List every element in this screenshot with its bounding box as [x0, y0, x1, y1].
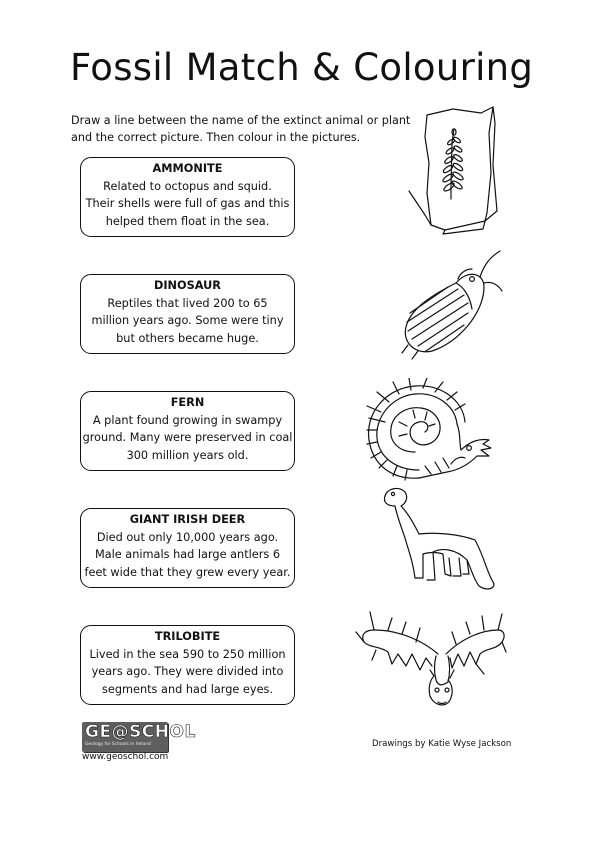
- card-trilobite[interactable]: [80, 625, 295, 705]
- card-name: TRILOBITE: [154, 630, 221, 643]
- page-title: Fossil Match & Colouring: [70, 46, 534, 89]
- drawings-credit: Drawings by Katie Wyse Jackson: [372, 739, 512, 749]
- card-description: Reptiles that lived 200 to 65 million years ago. Some were tiny but others became huge.: [91, 296, 284, 345]
- card-description: A plant found growing in swampy ground. Many were preserved in coal 300 million years old.: [82, 413, 293, 462]
- deer-antlers-drawing[interactable]: [352, 604, 507, 719]
- card-description: Related to octopus and squid. Their shells were full of gas and this helped them float in the sea.: [85, 179, 290, 228]
- card-description: Died out only 10,000 years ago. Male animals had large antlers 6 feet wide that they grew every year.: [84, 530, 291, 579]
- card-dinosaur[interactable]: [80, 274, 295, 354]
- logo-badge: [82, 722, 196, 752]
- trilobite-drawing[interactable]: [398, 243, 508, 363]
- logo-tagline: Geology for Schools in Ireland: [85, 742, 151, 747]
- card-name: DINOSAUR: [153, 279, 222, 292]
- instructions-text: Draw a line between the name of the extinct animal or plant and the correct picture. Then colour in the pictures.: [71, 114, 411, 144]
- card-name: GIANT IRISH DEER: [129, 513, 246, 526]
- card-ammonite[interactable]: [80, 157, 295, 237]
- card-giant-irish-deer[interactable]: [80, 508, 295, 588]
- website-link[interactable]: www.geoschol.com: [82, 752, 169, 762]
- card-name: FERN: [170, 396, 205, 409]
- logo-wordmark: GE@SCHOL: [85, 722, 196, 742]
- geoschol-logo[interactable]: [82, 722, 196, 752]
- dinosaur-drawing[interactable]: [375, 482, 505, 597]
- card-name: AMMONITE: [152, 162, 223, 175]
- card-description: Lived in the sea 590 to 250 million years ago. They were divided into segments and had large eyes.: [89, 647, 286, 696]
- card-fern[interactable]: [80, 391, 295, 471]
- fern-fossil-drawing[interactable]: [405, 103, 505, 238]
- ammonite-drawing[interactable]: [365, 378, 495, 488]
